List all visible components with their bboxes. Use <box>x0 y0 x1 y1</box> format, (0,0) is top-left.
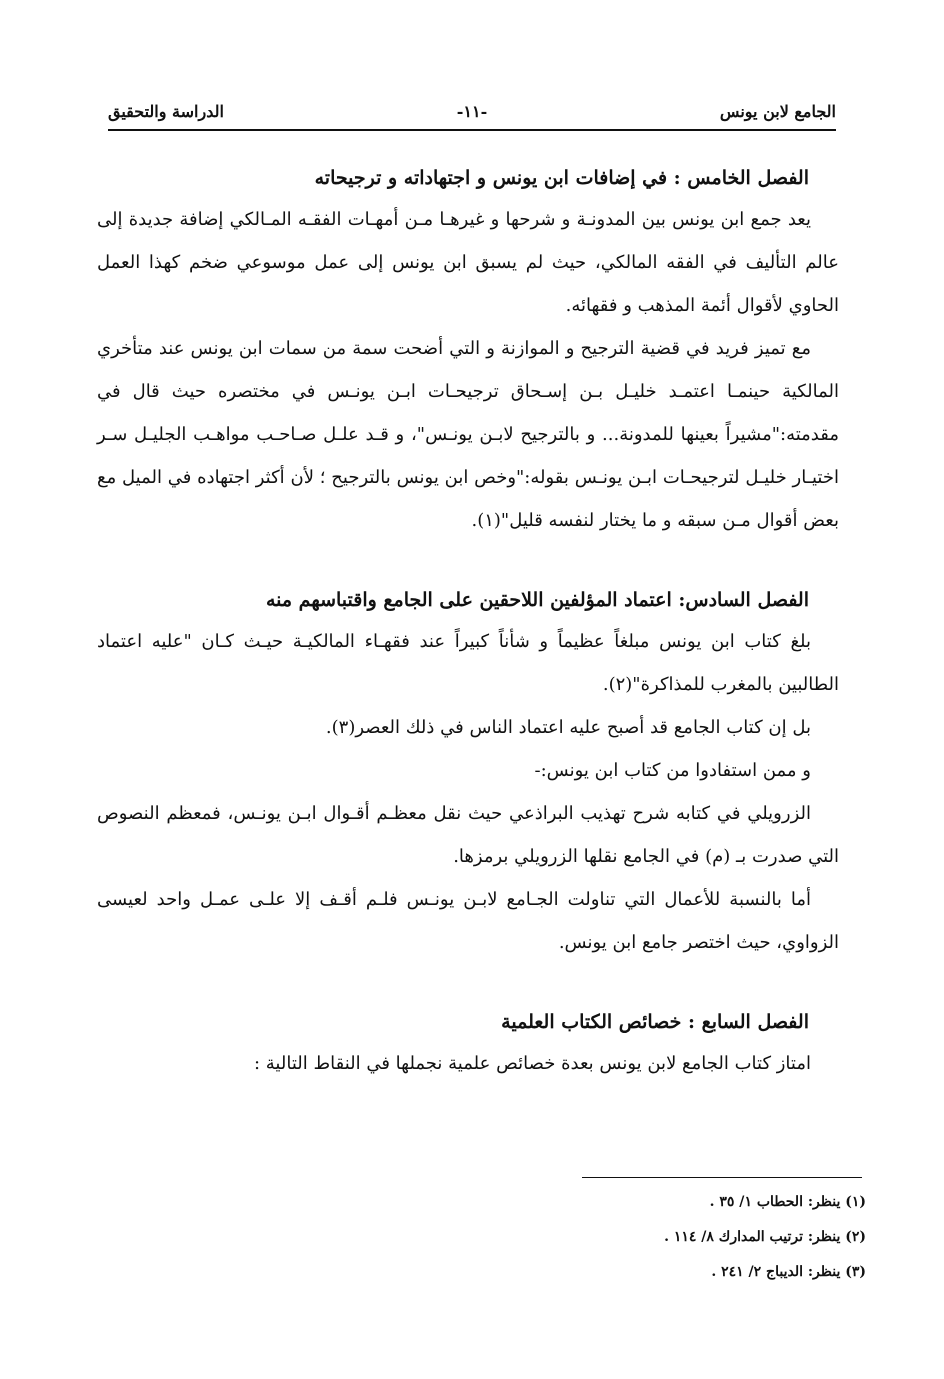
section-5-paragraph-1: يعد جمع ابن يونس بين المدونـة و شرحها و غيرهـا مـن أمهـات الفقـه المـالكي إضافة جديدة إلى عالم التأليف في الفقه المالكي، حيث لم يسبق ابن يونس إلى عمل موسوعي ضخم كهذا العمل الحاوي لأقوال أئمة المذهب و فقهائه. <box>97 209 839 316</box>
section-6-paragraph-5: أما بالنسبة للأعمال التي تناولت الجـامع لابـن يونـس فلـم أقـف إلا علـى عمـل واحد لعيسى الزواوي، حيث اختصر جامع ابن يونس. <box>97 889 839 953</box>
section-6-paragraph-4: الزرويلي في كتابه شرح تهذيب البراذعي حيث نقل معظـم أقـوال ابـن يونـس، فمعظم النصوص التي صدرت بـ (م) في الجامع نقلها الزرويلي برمزها. <box>97 803 839 867</box>
section-6-paragraph-2: بل إن كتاب الجامع قد أصبح عليه اعتماد الناس في ذلك العصر(٣). <box>325 717 811 738</box>
section-6-paragraph-1: بلغ كتاب ابن يونس مبلغاً عظيماً و شأناً كبيراً عند فقهـاء المالكيـة حيـث كـان "عليه اعتماد الطالبين بالمغرب للمذاكرة"(٢). <box>97 631 839 695</box>
header-rule <box>108 129 836 131</box>
section-7 <box>97 1004 839 1085</box>
section-7-heading: الفصل السابع : خصائص الكتاب العلمية <box>501 1011 809 1033</box>
footnotes <box>664 1185 866 1290</box>
footnote-rule <box>582 1177 862 1178</box>
section-6-paragraph-3: و ممن استفادوا من كتاب ابن يونس:- <box>534 760 811 781</box>
header-book-title: الجامع لابن يونس <box>719 101 836 121</box>
page-header <box>108 95 836 127</box>
section-5-heading: الفصل الخامس : في إضافات ابن يونس و اجتهاداته و ترجيحاته <box>314 167 809 189</box>
section-6 <box>97 582 839 964</box>
page-body <box>97 160 839 1125</box>
page-number: -١١- <box>456 101 488 121</box>
header-section-title: الدراسة والتحقيق <box>108 101 224 121</box>
footnote-3: (٣) ينظر: الديباج ٢/ ٢٤١ . <box>711 1264 866 1280</box>
section-6-heading: الفصل السادس: اعتماد المؤلفين اللاحقين على الجامع واقتباسهم منه <box>265 589 809 611</box>
section-5-paragraph-2: مع تميز فريد في قضية الترجيح و الموازنة و التي أضحت سمة من سمات ابن يونس عند متأخري المالكية حينمـا اعتمـد خليـل بـن إسـحاق ترجيحـات ابـن يونـس في مختصره حيث قال في مقدمته:"مشيراً بعينها للمدونة... و بالترجيح لابـن يونـس"، و قـد علـل صـاحـب مواهـب الجليـل سـر اختيـار خليـل لترجيحـات ابـن يونـس بقوله:"وخص ابن يونس بالترجيح ؛ لأن أكثر اجتهاده في الميل مع بعض أقوال مـن سبقه و ما يختار لنفسه قليل"(١). <box>97 338 839 531</box>
section-5 <box>97 160 839 542</box>
footnote-1: (١) ينظر: الحطاب ١/ ٣٥ . <box>709 1194 866 1210</box>
section-7-paragraph-1: امتاز كتاب الجامع لابن يونس بعدة خصائص علمية نجملها في النقاط التالية : <box>253 1053 811 1074</box>
footnote-2: (٢) ينظر: ترتيب المدارك ٨/ ١١٤ . <box>664 1229 866 1245</box>
